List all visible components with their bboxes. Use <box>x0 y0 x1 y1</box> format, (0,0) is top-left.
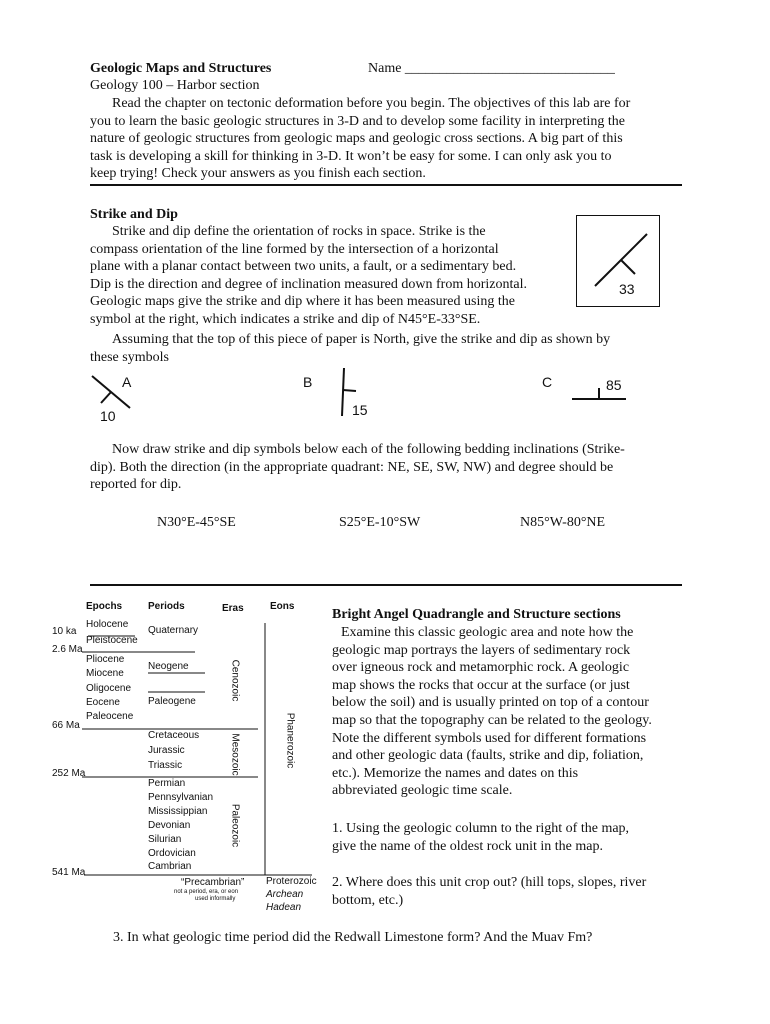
inclination-2: S25°E-10°SW <box>339 515 421 530</box>
period-label: Silurian <box>148 834 182 845</box>
period-label: Ordovician <box>148 848 196 859</box>
period-label: Neogene <box>148 661 189 672</box>
period-label: Triassic <box>148 760 183 771</box>
section-divider <box>90 584 682 586</box>
precambrian-note: used informally <box>195 896 236 902</box>
epoch-label: Paleocene <box>86 711 134 722</box>
strike-dip-line: Strike and dip define the orientation of rocks in space. Strike is the <box>112 224 486 239</box>
epoch-label: Pliocene <box>86 654 125 665</box>
old-eon-label: Proterozoic <box>266 876 317 887</box>
bright-angel-line: below the soil) and is usually printed on top of a contour <box>332 695 649 711</box>
period-label: Devonian <box>148 820 191 831</box>
intro-line: task is developing a skill for thinking in 3-D. It won’t be easy for some. I can only ask you to <box>90 148 612 164</box>
bright-angel-line: map shows the rocks that occur at the surface (or just <box>332 677 630 693</box>
age-label: 10 ka <box>52 626 77 637</box>
old-eon-label: Archean <box>266 889 304 900</box>
age-label: 252 Ma <box>52 768 86 779</box>
bright-angel-line: abbreviated geologic time scale. <box>332 783 513 799</box>
inclination-3: N85°W-80°NE <box>520 515 606 530</box>
example-dip-value: 33 <box>619 281 635 297</box>
bright-angel-line: and other geologic data (faults, strike and dip, foliation, <box>332 748 644 764</box>
epoch-label: Eocene <box>86 697 120 708</box>
inclination-1: N30°E-45°SE <box>157 515 236 530</box>
bright-angel-paragraph <box>332 624 652 800</box>
eras-header: Eras <box>222 603 244 614</box>
period-label: Paleogene <box>148 696 196 707</box>
intro-paragraph <box>90 95 630 183</box>
draw-line: Now draw strike and dip symbols below each of the following bedding inclinations (Strike- <box>112 442 625 457</box>
age-label: 2.6 Ma <box>52 644 83 655</box>
draw-paragraph <box>90 441 625 494</box>
question-3: 3. In what geologic time period did the Redwall Limestone form? And the Muav Fm? <box>113 930 593 945</box>
era-label: Paleozoic <box>229 803 241 848</box>
epoch-label: Holocene <box>86 619 129 630</box>
bright-angel-heading: Bright Angel Quadrangle and Structure sections <box>332 607 621 622</box>
strike-dip-example-box <box>576 215 660 307</box>
old-eon-label: Hadean <box>266 902 302 913</box>
period-label: Permian <box>148 778 186 789</box>
era-label: Mesozoic <box>229 733 241 776</box>
strike-dip-paragraph <box>90 223 527 329</box>
page-title: Geologic Maps and Structures <box>90 61 272 76</box>
strike-dip-heading: Strike and Dip <box>90 207 178 222</box>
assume-line: these symbols <box>90 349 169 365</box>
epoch-label: Oligocene <box>86 683 132 694</box>
bright-angel-line: Examine this classic geologic area and note how the <box>341 625 634 640</box>
era-label: Cenozoic <box>229 659 241 702</box>
question-2 <box>332 874 646 909</box>
precambrian-note: not a period, era, or eon <box>174 889 239 895</box>
draw-line: reported for dip. <box>90 477 182 493</box>
period-label: Pennsylvanian <box>148 792 214 803</box>
period-label: Jurassic <box>148 745 185 756</box>
period-label: Cretaceous <box>148 730 200 741</box>
period-label: Quaternary <box>148 625 199 636</box>
strike-dip-symbol-icon <box>577 216 659 306</box>
name-field[interactable]: Name ______________________________ <box>368 61 615 76</box>
assume-line: Assuming that the top of this piece of paper is North, give the strike and dip as shown by <box>112 332 611 347</box>
strike-dip-line: Dip is the direction and degree of inclination measured down from horizontal. <box>90 276 527 292</box>
precambrian-label: “Precambrian” <box>181 877 245 888</box>
bright-angel-line: etc.). Memorize the names and dates on this <box>332 765 579 781</box>
epoch-label: Pleistocene <box>86 635 138 646</box>
bright-angel-line: over igneous rock and metamorphic rock. A geologic <box>332 660 630 676</box>
bright-angel-line: map so that the topography can be related to the geology. <box>332 712 652 728</box>
intro-line: Read the chapter on tectonic deformation before you begin. The objectives of this lab are for <box>112 96 631 111</box>
assume-paragraph <box>90 331 610 366</box>
question-2-line: 2. Where does this unit crop out? (hill tops, slopes, river <box>332 875 647 890</box>
question-1-line: 1. Using the geologic column to the right of the map, <box>332 821 630 836</box>
strike-dip-line: compass orientation of the line formed by the intersection of a horizontal <box>90 241 499 257</box>
strike-dip-line: symbol at the right, which indicates a strike and dip of N45°E-33°SE. <box>90 311 481 327</box>
bright-angel-line: Note the different symbols used for different formations <box>332 730 647 746</box>
eons-header: Eons <box>270 601 295 612</box>
epochs-header: Epochs <box>86 601 123 612</box>
period-label: Mississippian <box>148 806 208 817</box>
question-1-line: give the name of the oldest rock unit in the map. <box>332 838 603 854</box>
section-divider <box>90 184 682 186</box>
eon-label: Phanerozoic <box>284 712 296 769</box>
symbol-a-dip: 10 <box>100 408 116 424</box>
symbol-c-dip: 85 <box>606 377 622 393</box>
symbol-b-label: B <box>303 374 313 390</box>
intro-line: nature of geologic structures from geologic maps and geologic cross sections. A big part of this <box>90 131 623 147</box>
intro-line: keep trying! Check your answers as you finish each section. <box>90 166 426 182</box>
geologic-time-scale <box>50 595 330 920</box>
intro-line: you to learn the basic geologic structures in 3-D and to develop some facility in interpreting the <box>90 113 625 129</box>
age-label: 541 Ma <box>52 867 86 878</box>
symbol-a-label: A <box>122 374 132 390</box>
period-label: Cambrian <box>148 861 192 872</box>
bright-angel-line: geologic map portrays the layers of sedimentary rock <box>332 642 631 658</box>
strike-dip-line: Geologic maps give the strike and dip where it has been measured using the <box>90 294 515 310</box>
strike-dip-line: plane with a planar contact between two units, a fault, or a sedimentary bed. <box>90 259 517 275</box>
question-1 <box>332 820 629 855</box>
course-label: Geology 100 – Harbor section <box>90 78 260 93</box>
question-2-line: bottom, etc.) <box>332 892 404 908</box>
age-label: 66 Ma <box>52 720 80 731</box>
symbol-c-label: C <box>542 374 553 390</box>
symbol-b-dip: 15 <box>352 402 368 418</box>
draw-line: dip). Both the direction (in the appropriate quadrant: NE, SE, SW, NW) and degree should be <box>90 459 614 475</box>
periods-header: Periods <box>148 601 185 612</box>
epoch-label: Miocene <box>86 668 124 679</box>
